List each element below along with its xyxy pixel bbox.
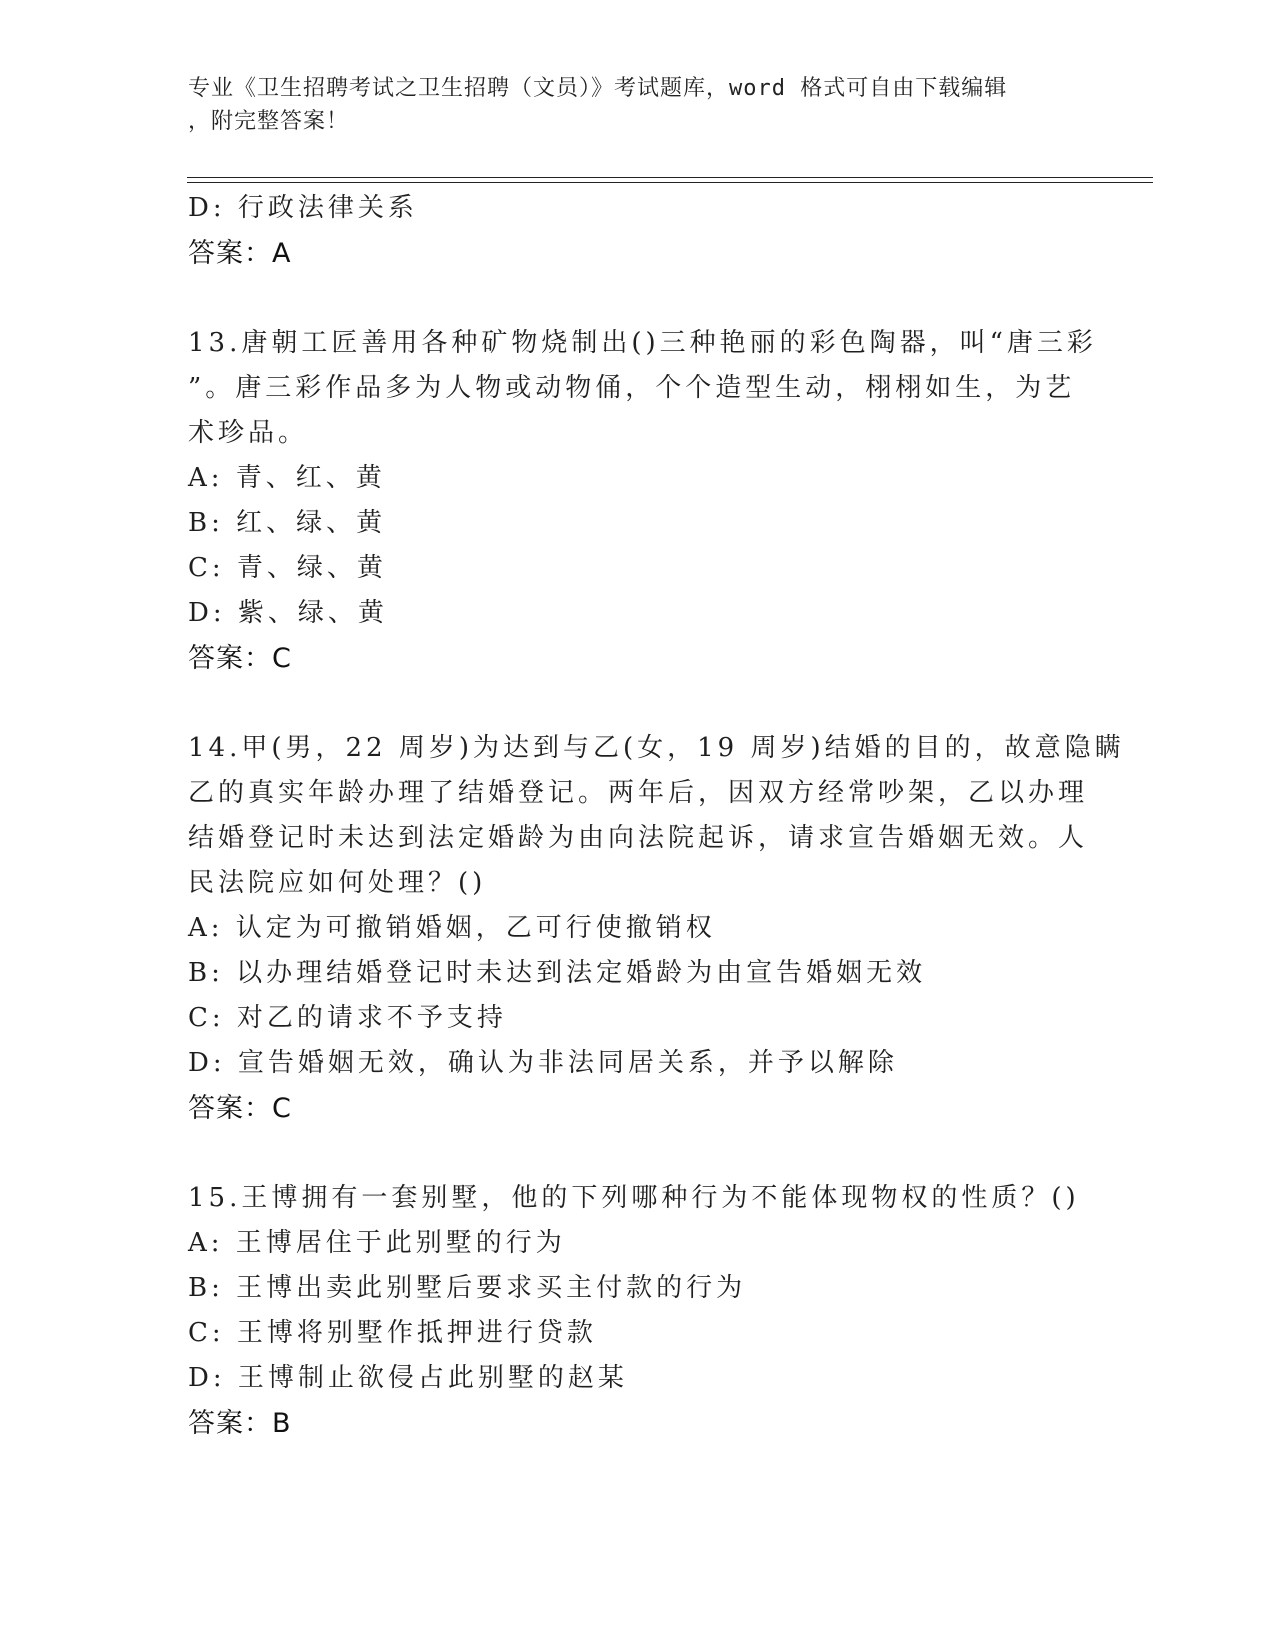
question-stem-line: 术珍品。 bbox=[188, 418, 309, 448]
prev-answer: 答案：A bbox=[188, 238, 292, 269]
question-list bbox=[188, 186, 1125, 1446]
option-d: D: 王博制止欲侵占此别墅的赵某 bbox=[188, 1363, 628, 1393]
question-15 bbox=[188, 1176, 1088, 1446]
option-c: C: 对乙的请求不予支持 bbox=[188, 1003, 507, 1033]
answer: 答案：C bbox=[188, 643, 292, 674]
answer: 答案：C bbox=[188, 1093, 292, 1124]
question-stem-line: 民法院应如何处理？() bbox=[188, 868, 487, 898]
header-line-1: 专业《卫生招聘考试之卫生招聘（文员）》考试题库，word 格式可自由下载编辑 bbox=[188, 76, 1008, 101]
spacer bbox=[188, 1131, 1088, 1176]
answer: 答案：B bbox=[188, 1408, 292, 1439]
spacer bbox=[188, 276, 1088, 321]
option-b: B: 以办理结婚登记时未达到法定婚龄为由宣告婚姻无效 bbox=[188, 958, 927, 988]
option-c: C: 青、绿、黄 bbox=[188, 553, 387, 583]
question-stem-line: 13.唐朝工匠善用各种矿物烧制出()三种艳丽的彩色陶器，叫“唐三彩 bbox=[188, 328, 1097, 358]
option-a: A: 王博居住于此别墅的行为 bbox=[188, 1228, 566, 1258]
question-stem-line: 15.王博拥有一套别墅，他的下列哪种行为不能体现物权的性质？() bbox=[188, 1183, 1080, 1213]
document-header bbox=[188, 72, 1068, 138]
prev-option-d: D: 行政法律关系 bbox=[188, 193, 418, 223]
option-d: D: 紫、绿、黄 bbox=[188, 598, 388, 628]
question-stem-line: 14.甲(男，22 周岁)为达到与乙(女，19 周岁)结婚的目的，故意隐瞒 bbox=[188, 733, 1125, 763]
question-stem-line: ”。唐三彩作品多为人物或动物俑，个个造型生动，栩栩如生，为艺 bbox=[188, 373, 1076, 403]
option-a: A: 青、红、黄 bbox=[188, 463, 386, 493]
header-divider-top bbox=[187, 177, 1153, 178]
question-stem-line: 乙的真实年龄办理了结婚登记。两年后，因双方经常吵架，乙以办理 bbox=[188, 778, 1089, 808]
question-13 bbox=[188, 321, 1097, 681]
option-b: B: 王博出卖此别墅后要求买主付款的行为 bbox=[188, 1273, 747, 1303]
option-a: A: 认定为可撤销婚姻，乙可行使撤销权 bbox=[188, 913, 716, 943]
option-d: D: 宣告婚姻无效，确认为非法同居关系，并予以解除 bbox=[188, 1048, 898, 1078]
option-c: C: 王博将别墅作抵押进行贷款 bbox=[188, 1318, 597, 1348]
question-stem-line: 结婚登记时未达到法定婚龄为由向法院起诉，请求宣告婚姻无效。人 bbox=[188, 823, 1089, 853]
question-14 bbox=[188, 726, 1125, 1131]
header-divider-bottom bbox=[187, 182, 1153, 183]
spacer bbox=[188, 681, 1088, 726]
header-line-2: ，附完整答案！ bbox=[188, 109, 350, 134]
option-b: B: 红、绿、黄 bbox=[188, 508, 387, 538]
